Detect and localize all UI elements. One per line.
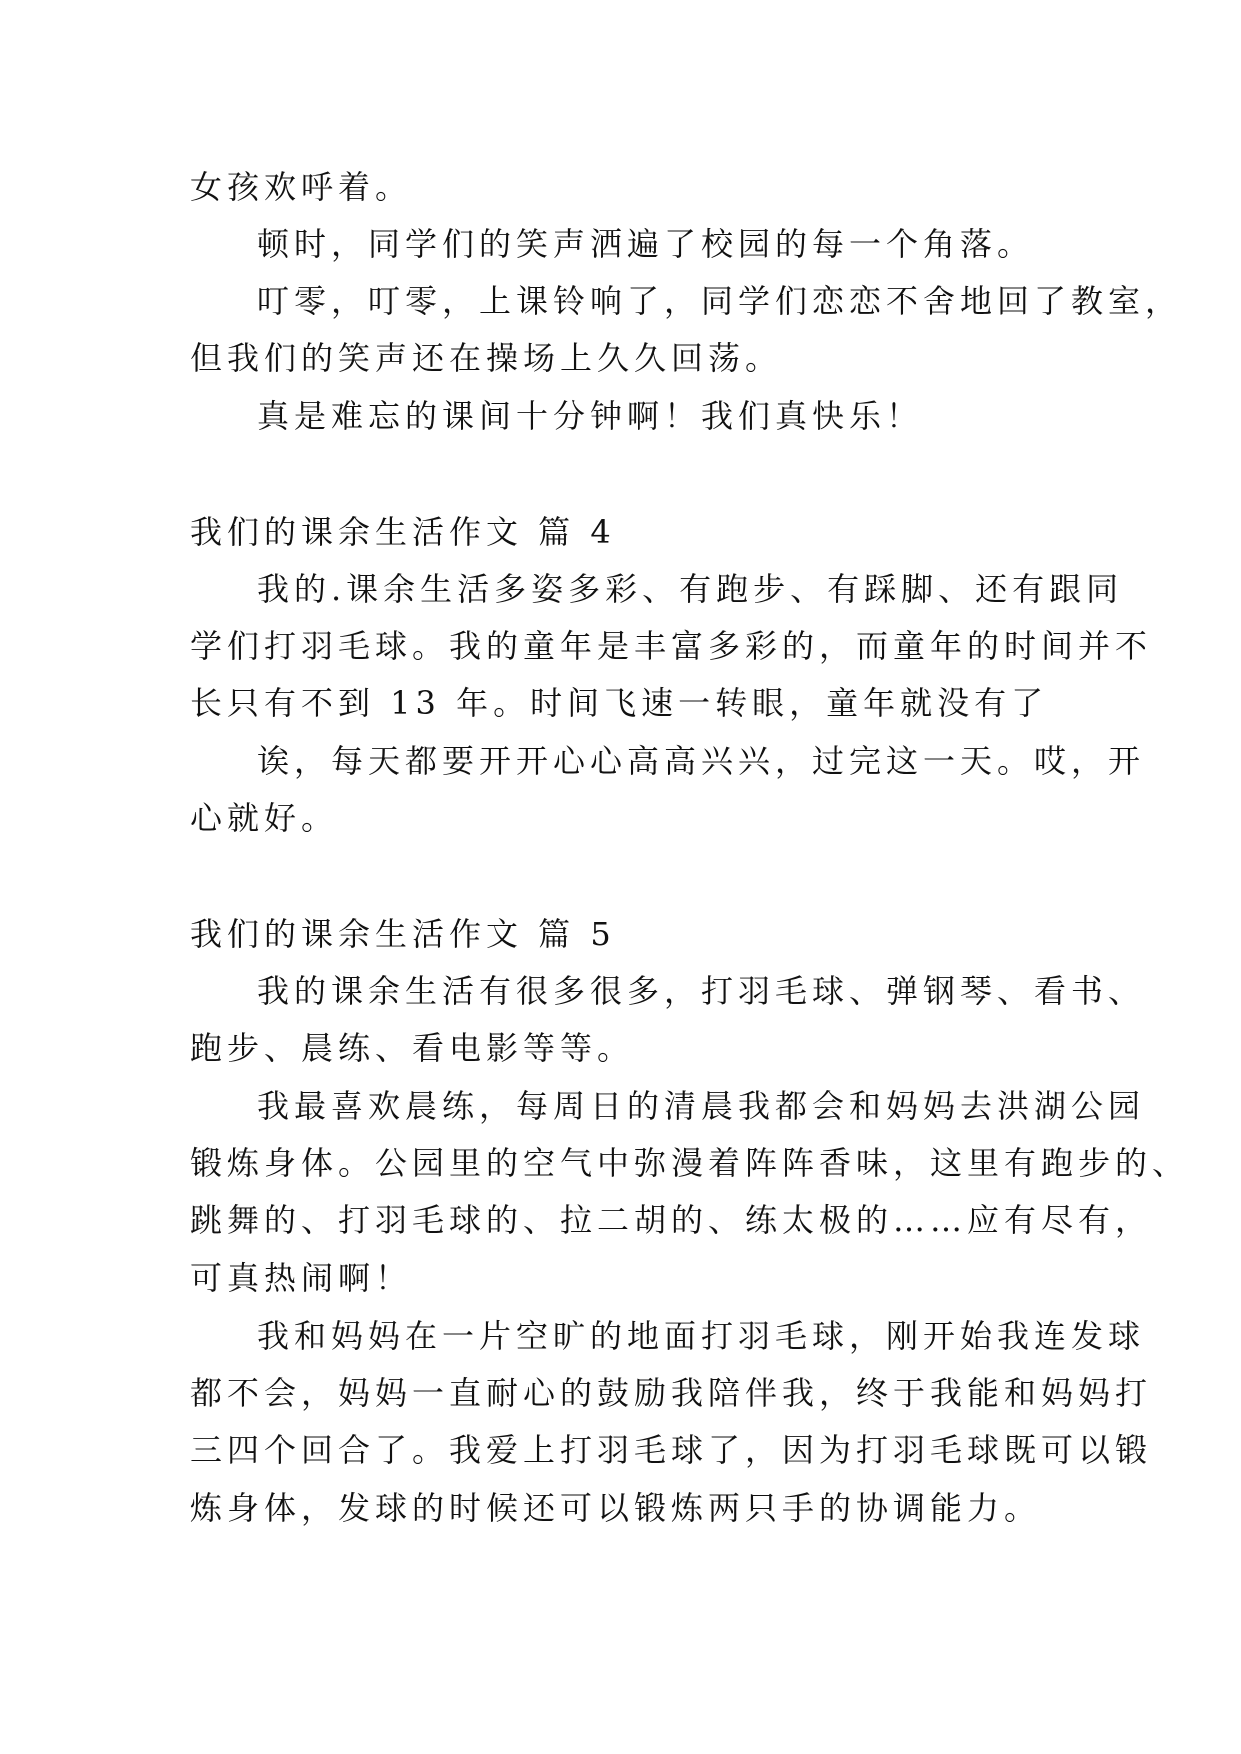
paragraph-line: 可真热闹啊！ — [190, 1259, 413, 1297]
paragraph-line: 我和妈妈在一片空旷的地面打羽毛球，刚开始我连发球 — [257, 1317, 1146, 1355]
paragraph-line: 但我们的笑声还在操场上久久回荡。 — [190, 339, 783, 377]
paragraph-line: 跑步、晨练、看电影等等。 — [190, 1029, 635, 1067]
paragraph-line: 心就好。 — [190, 799, 339, 837]
paragraph-line: 女孩欢呼着。 — [190, 168, 413, 206]
paragraph-line: 我的课余生活有很多很多，打羽毛球、弹钢琴、看书、 — [257, 972, 1146, 1010]
paragraph-line: 三四个回合了。我爱上打羽毛球了，因为打羽毛球既可以锻 — [190, 1431, 1153, 1469]
section-heading-5: 我们的课余生活作文 篇 5 — [190, 915, 616, 953]
paragraph-line: 炼身体，发球的时候还可以锻炼两只手的协调能力。 — [190, 1489, 1042, 1527]
paragraph-line: 都不会，妈妈一直耐心的鼓励我陪伴我，终于我能和妈妈打 — [190, 1374, 1153, 1412]
paragraph-line: 真是难忘的课间十分钟啊！我们真快乐！ — [257, 397, 924, 435]
paragraph-line: 跳舞的、打羽毛球的、拉二胡的、练太极的……应有尽有， — [190, 1201, 1153, 1239]
paragraph-line: 学们打羽毛球。我的童年是丰富多彩的，而童年的时间并不 — [190, 627, 1153, 665]
section-heading-4: 我们的课余生活作文 篇 4 — [190, 513, 616, 551]
paragraph-line: 我的.课余生活多姿多彩、有跑步、有踩脚、还有跟同 — [257, 570, 1124, 608]
paragraph-line: 诶，每天都要开开心心高高兴兴，过完这一天。哎，开 — [257, 742, 1146, 780]
paragraph-line: 顿时，同学们的笑声洒遍了校园的每一个角落。 — [257, 225, 1035, 263]
paragraph-line: 长只有不到 13 年。时间飞速一转眼，童年就没有了 — [190, 684, 1049, 722]
paragraph-line: 叮零，叮零，上课铃响了，同学们恋恋不舍地回了教室， — [257, 282, 1183, 320]
paragraph-line: 锻炼身体。公园里的空气中弥漫着阵阵香味，这里有跑步的、 — [190, 1144, 1190, 1182]
paragraph-line: 我最喜欢晨练，每周日的清晨我都会和妈妈去洪湖公园 — [257, 1087, 1146, 1125]
